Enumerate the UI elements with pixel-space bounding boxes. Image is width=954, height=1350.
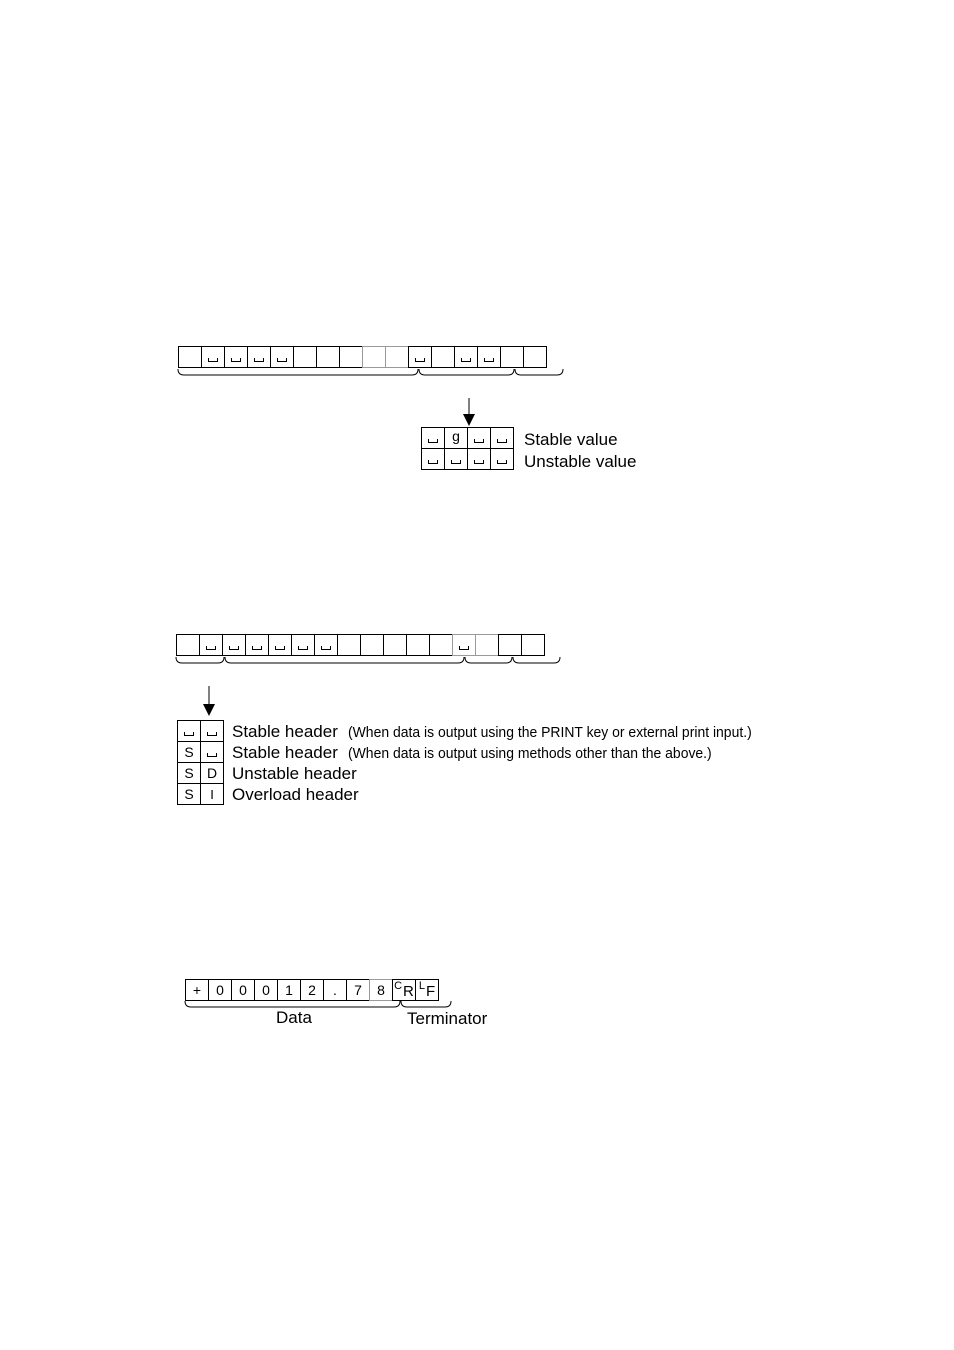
arrow-unit-head — [463, 414, 475, 426]
header-note: (When data is output using methods other than the above.) — [347, 745, 712, 762]
lf-l: L — [418, 980, 425, 992]
unit-cell-g: g — [444, 427, 468, 449]
brace-unit-1 — [419, 369, 514, 375]
data-cell: 1 — [277, 979, 301, 1001]
brace-terminator-1 — [515, 369, 563, 375]
header-cell: S — [177, 762, 201, 784]
data-cell: + — [185, 979, 209, 1001]
data-cell: 8 — [369, 979, 393, 1001]
cr-r: R — [403, 983, 414, 1000]
cr-c: C — [394, 980, 403, 992]
data-cell: 0 — [208, 979, 232, 1001]
header-label-text: Stable header — [232, 743, 338, 762]
header-cell: S — [177, 741, 201, 763]
data-cell: . — [323, 979, 347, 1001]
terminator-label: Terminator — [407, 1009, 488, 1028]
header-cell: D — [200, 762, 224, 784]
brace-header-2 — [176, 657, 224, 663]
data-cell: 7 — [346, 979, 370, 1001]
brace-data-3 — [185, 1001, 400, 1007]
header-cell: S — [177, 783, 201, 805]
arrow-header-head — [203, 704, 215, 716]
data-cell: 0 — [231, 979, 255, 1001]
header-label-text: Unstable header — [232, 764, 357, 783]
brace-data-1 — [178, 369, 418, 375]
data-label: Data — [276, 1008, 312, 1027]
lf-f: F — [425, 983, 436, 1000]
header-note: (When data is output using the PRINT key or external print input.) — [347, 724, 752, 741]
data-cell: 0 — [254, 979, 278, 1001]
unstable-value-label: Unstable value — [524, 452, 637, 471]
header-label-text: Overload header — [232, 785, 359, 804]
brace-terminator-3 — [401, 1001, 451, 1007]
brace-unit-2 — [465, 657, 512, 663]
brace-data-2 — [225, 657, 464, 663]
stable-value-label: Stable value — [524, 430, 618, 449]
header-cell: I — [200, 783, 224, 805]
brace-terminator-2 — [513, 657, 560, 663]
data-cell: 2 — [300, 979, 324, 1001]
header-label-text: Stable header — [232, 722, 338, 741]
